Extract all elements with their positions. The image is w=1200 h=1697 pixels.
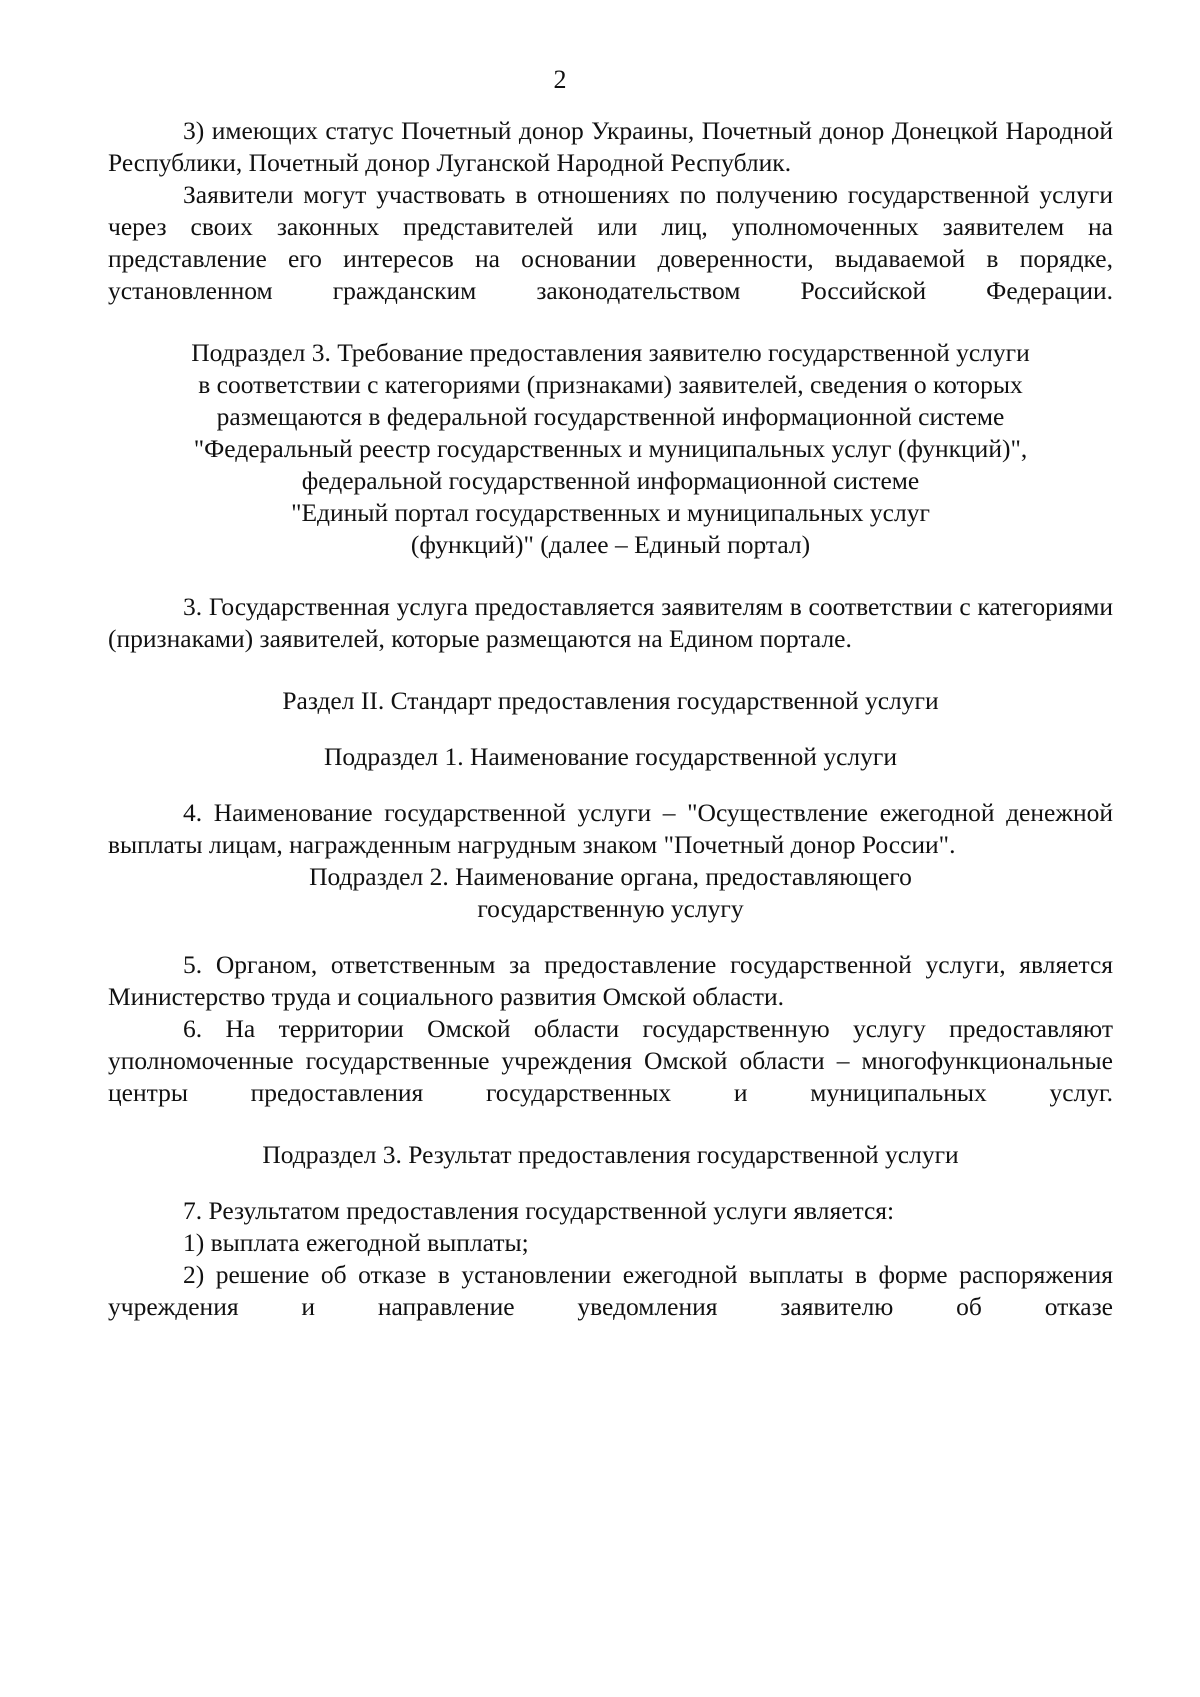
subsection-2-heading bbox=[108, 861, 1113, 925]
paragraph-4: 4. Наименование государственной услуги – "Осуществление ежегодной денежной выплаты лицам, награжденным нагрудным знаком "Почетный донор России". bbox=[108, 798, 1113, 859]
heading-line: "Единый портал государственных и муниципальных услуг bbox=[291, 498, 930, 527]
paragraph-7-item-2: 2) решение об отказе в установлении ежегодной выплаты в форме распоряжения учреждения и направление уведомления заявителю об отказе bbox=[108, 1260, 1113, 1321]
subsection-3-heading bbox=[108, 337, 1113, 561]
section-2-heading: Раздел II. Стандарт предоставления государственной услуги bbox=[282, 686, 939, 715]
heading-line: государственную услугу bbox=[477, 894, 744, 923]
heading-line: Подраздел 3. Требование предоставления заявителю государственной услуги bbox=[191, 338, 1030, 367]
heading-line: "Федеральный реестр государственных и муниципальных услуг (функций)", bbox=[193, 434, 1028, 463]
subsection-1-heading: Подраздел 1. Наименование государственной услуги bbox=[324, 742, 897, 771]
paragraph-3: 3. Государственная услуга предоставляется заявителям в соответствии с категориями (признаками) заявителей, которые размещаются на Едином портале. bbox=[108, 592, 1113, 653]
subsection-3-result-heading: Подраздел 3. Результат предоставления государственной услуги bbox=[262, 1140, 959, 1169]
heading-line: размещаются в федеральной государственной информационной системе bbox=[216, 402, 1005, 431]
paragraph-7-item-1: 1) выплата ежегодной выплаты; bbox=[183, 1228, 529, 1257]
paragraph-6: 6. На территории Омской области государственную услугу предоставляют уполномоченные государственные учреждения Омской области – многофункциональные центры предоставления государственных и муниципальных услуг. bbox=[108, 1014, 1113, 1107]
heading-line: (функций)" (далее – Единый портал) bbox=[410, 530, 811, 559]
heading-line: федеральной государственной информационной системе bbox=[301, 466, 920, 495]
page-number: 2 bbox=[553, 65, 567, 94]
representatives-paragraph: Заявители могут участвовать в отношениях по получению государственной услуги через своих законных представителей или лиц, уполномоченных заявителем на представление его интересов на основании доверенности, выдаваемой в порядке, установленном гражданским законодательством Российской Федерации. bbox=[108, 180, 1113, 305]
item-3-paragraph: 3) имеющих статус Почетный донор Украины, Почетный донор Донецкой Народной Республики, Почетный донор Луганской Народной Республик. bbox=[108, 116, 1113, 177]
paragraph-7-intro: 7. Результатом предоставления государственной услуги является: bbox=[183, 1196, 895, 1225]
page-body bbox=[108, 115, 1113, 1323]
heading-line: Подраздел 2. Наименование органа, предоставляющего bbox=[309, 862, 912, 891]
heading-line: в соответствии с категориями (признаками) заявителей, сведения о которых bbox=[198, 370, 1023, 399]
paragraph-5: 5. Органом, ответственным за предоставление государственной услуги, является Министерство труда и социального развития Омской области. bbox=[108, 950, 1113, 1011]
